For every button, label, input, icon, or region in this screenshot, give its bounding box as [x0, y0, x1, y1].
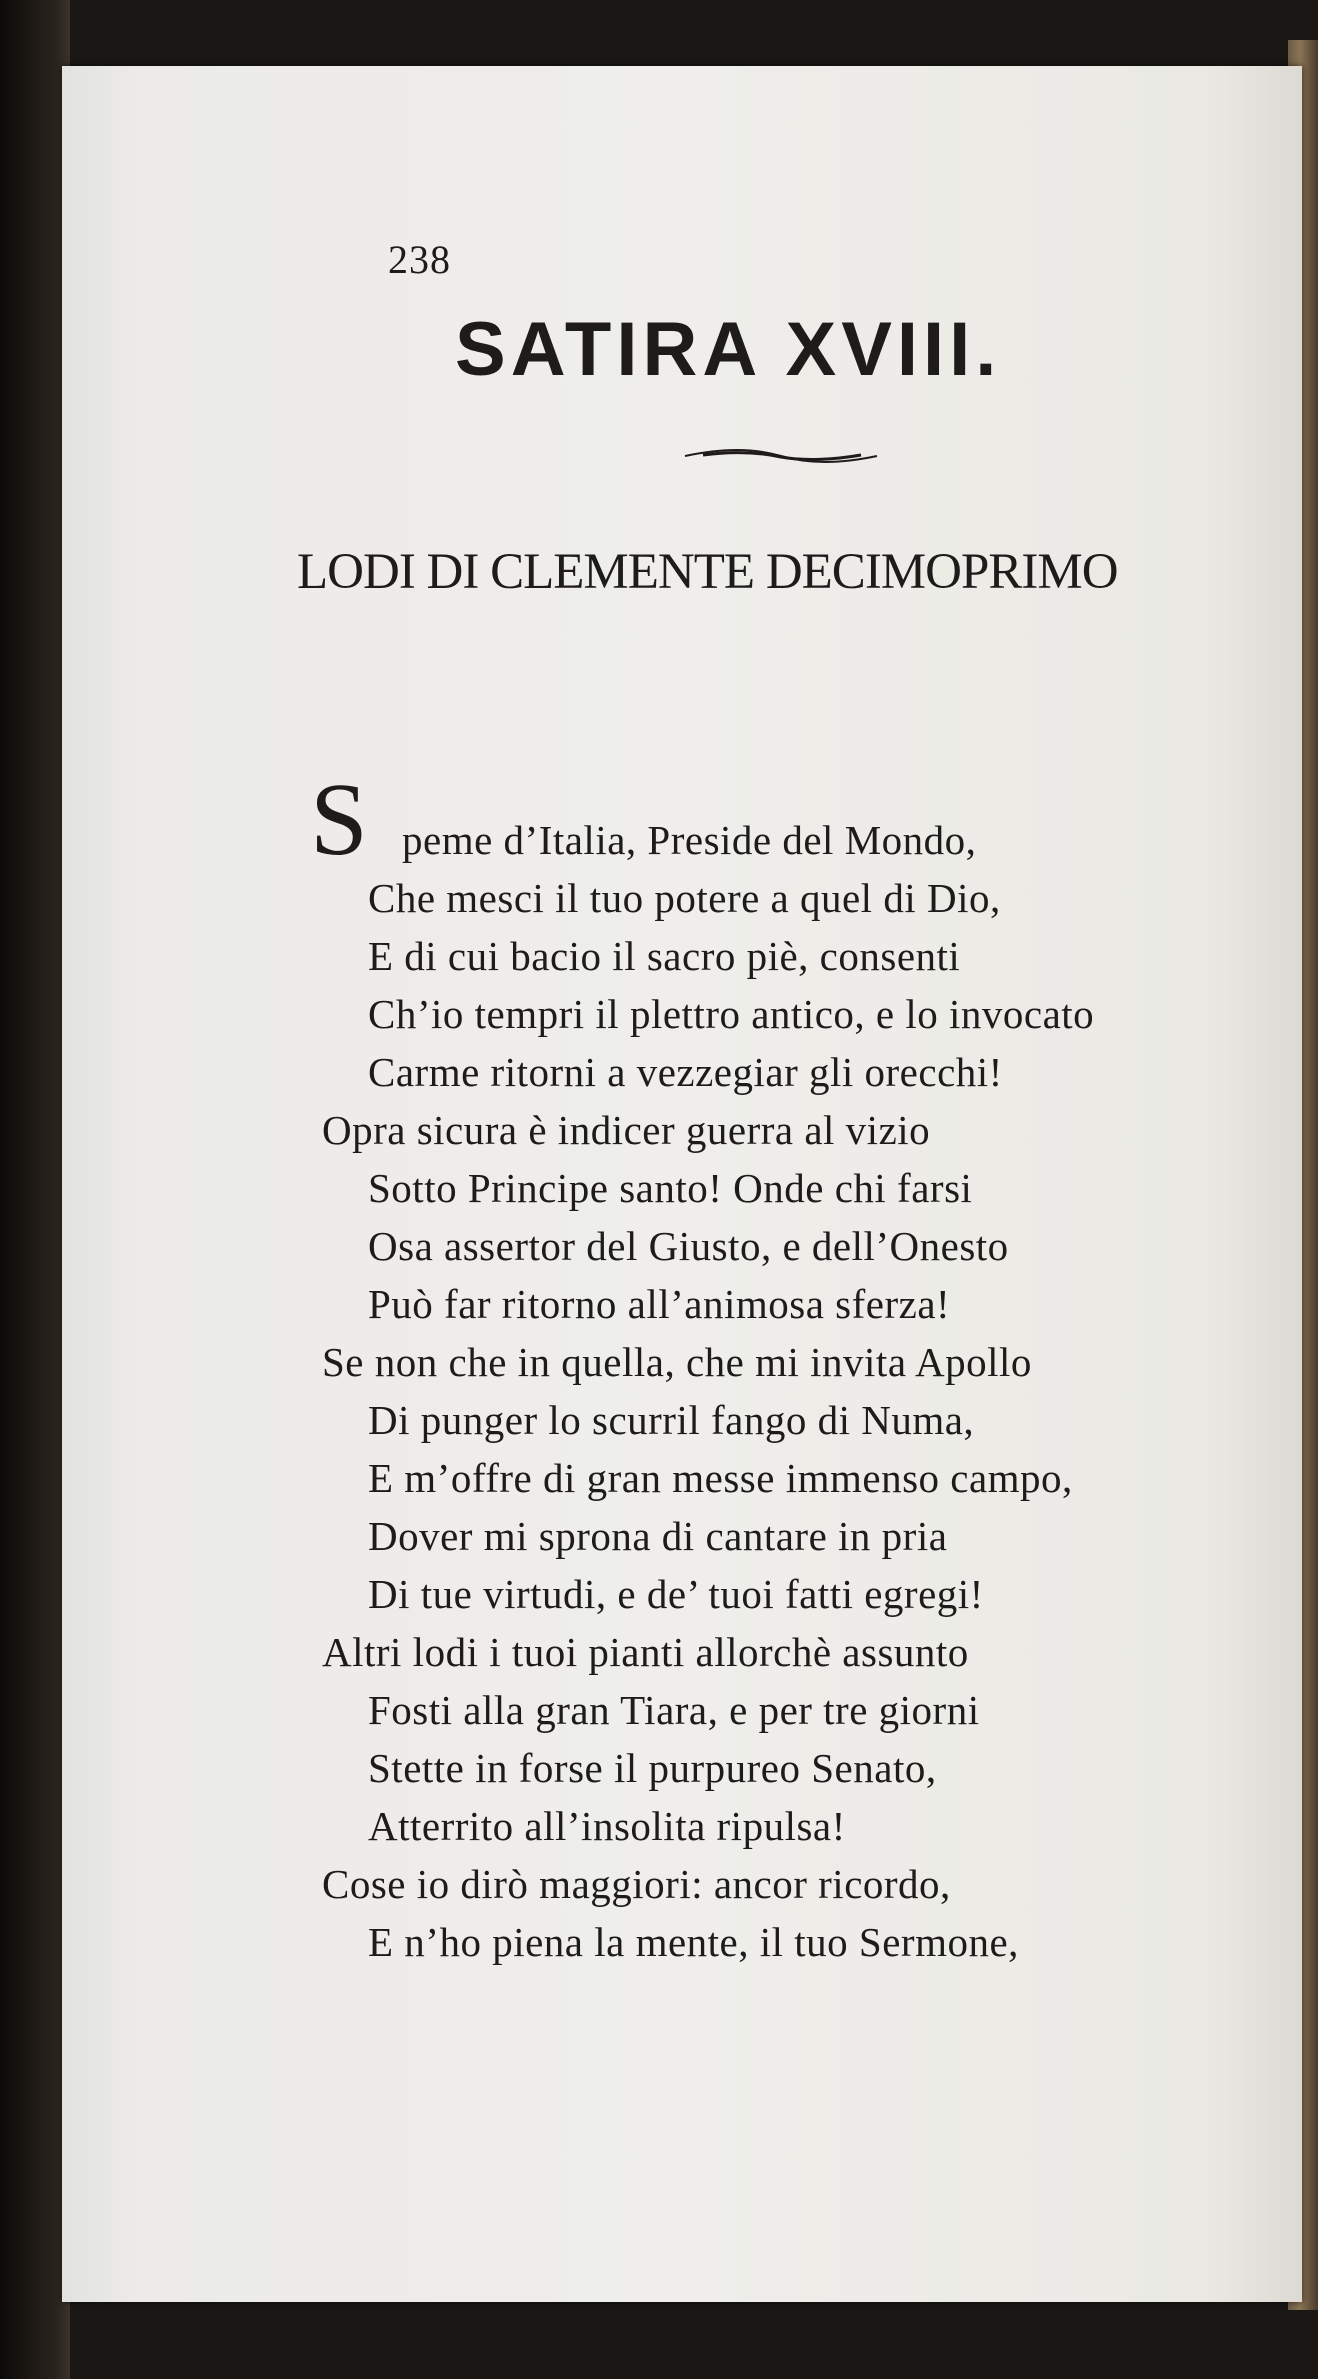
verse-line: Cose io dirò maggiori: ancor ricordo,: [322, 1861, 951, 1907]
verse-line: Che mesci il tuo potere a quel di Dio,: [368, 875, 1001, 921]
verse-line: Se non che in quella, che mi invita Apollo: [322, 1339, 1032, 1385]
verse-line: Dover mi sprona di cantare in pria: [368, 1513, 948, 1559]
verse-line: Può far ritorno all’animosa sferza!: [368, 1281, 951, 1327]
verse-line: peme d’Italia, Preside del Mondo,: [402, 817, 977, 863]
verse-line: Atterrito all’insolita ripulsa!: [368, 1803, 846, 1849]
verse-line: E n’ho piena la mente, il tuo Sermone,: [368, 1919, 1019, 1965]
verse-line: Opra sicura è indicer guerra al vizio: [322, 1107, 931, 1153]
page-number: 238: [388, 237, 451, 282]
verse-line: Di tue virtudi, e de’ tuoi fatti egregi!: [368, 1571, 984, 1617]
verse-line: Osa assertor del Giusto, e dell’Onesto: [368, 1223, 1009, 1269]
verse-line: Sotto Principe santo! Onde chi farsi: [368, 1165, 973, 1211]
title-ornament: [683, 446, 879, 466]
verse-line: Fosti alla gran Tiara, e per tre giorni: [368, 1687, 980, 1733]
verse-line: Di punger lo scurril fango di Numa,: [368, 1397, 975, 1443]
verse-line: Altri lodi i tuoi pianti allorchè assunto: [322, 1629, 969, 1675]
verse-line: E m’offre di gran messe immenso campo,: [368, 1455, 1073, 1501]
verse-line: Stette in forse il purpureo Senato,: [368, 1745, 937, 1791]
verse-line: E di cui bacio il sacro piè, consenti: [368, 933, 961, 979]
verse-line: Carme ritorni a vezzegiar gli orecchi!: [368, 1049, 1003, 1095]
poem-title: SATIRA XVIII.: [455, 307, 1002, 392]
verse-line: Ch’io tempri il plettro antico, e lo invocato: [368, 991, 1095, 1037]
drop-cap: S: [310, 762, 368, 877]
poem-subtitle: LODI DI CLEMENTE DECIMOPRIMO: [297, 544, 1118, 600]
book-spine-shadow: [0, 0, 70, 2379]
